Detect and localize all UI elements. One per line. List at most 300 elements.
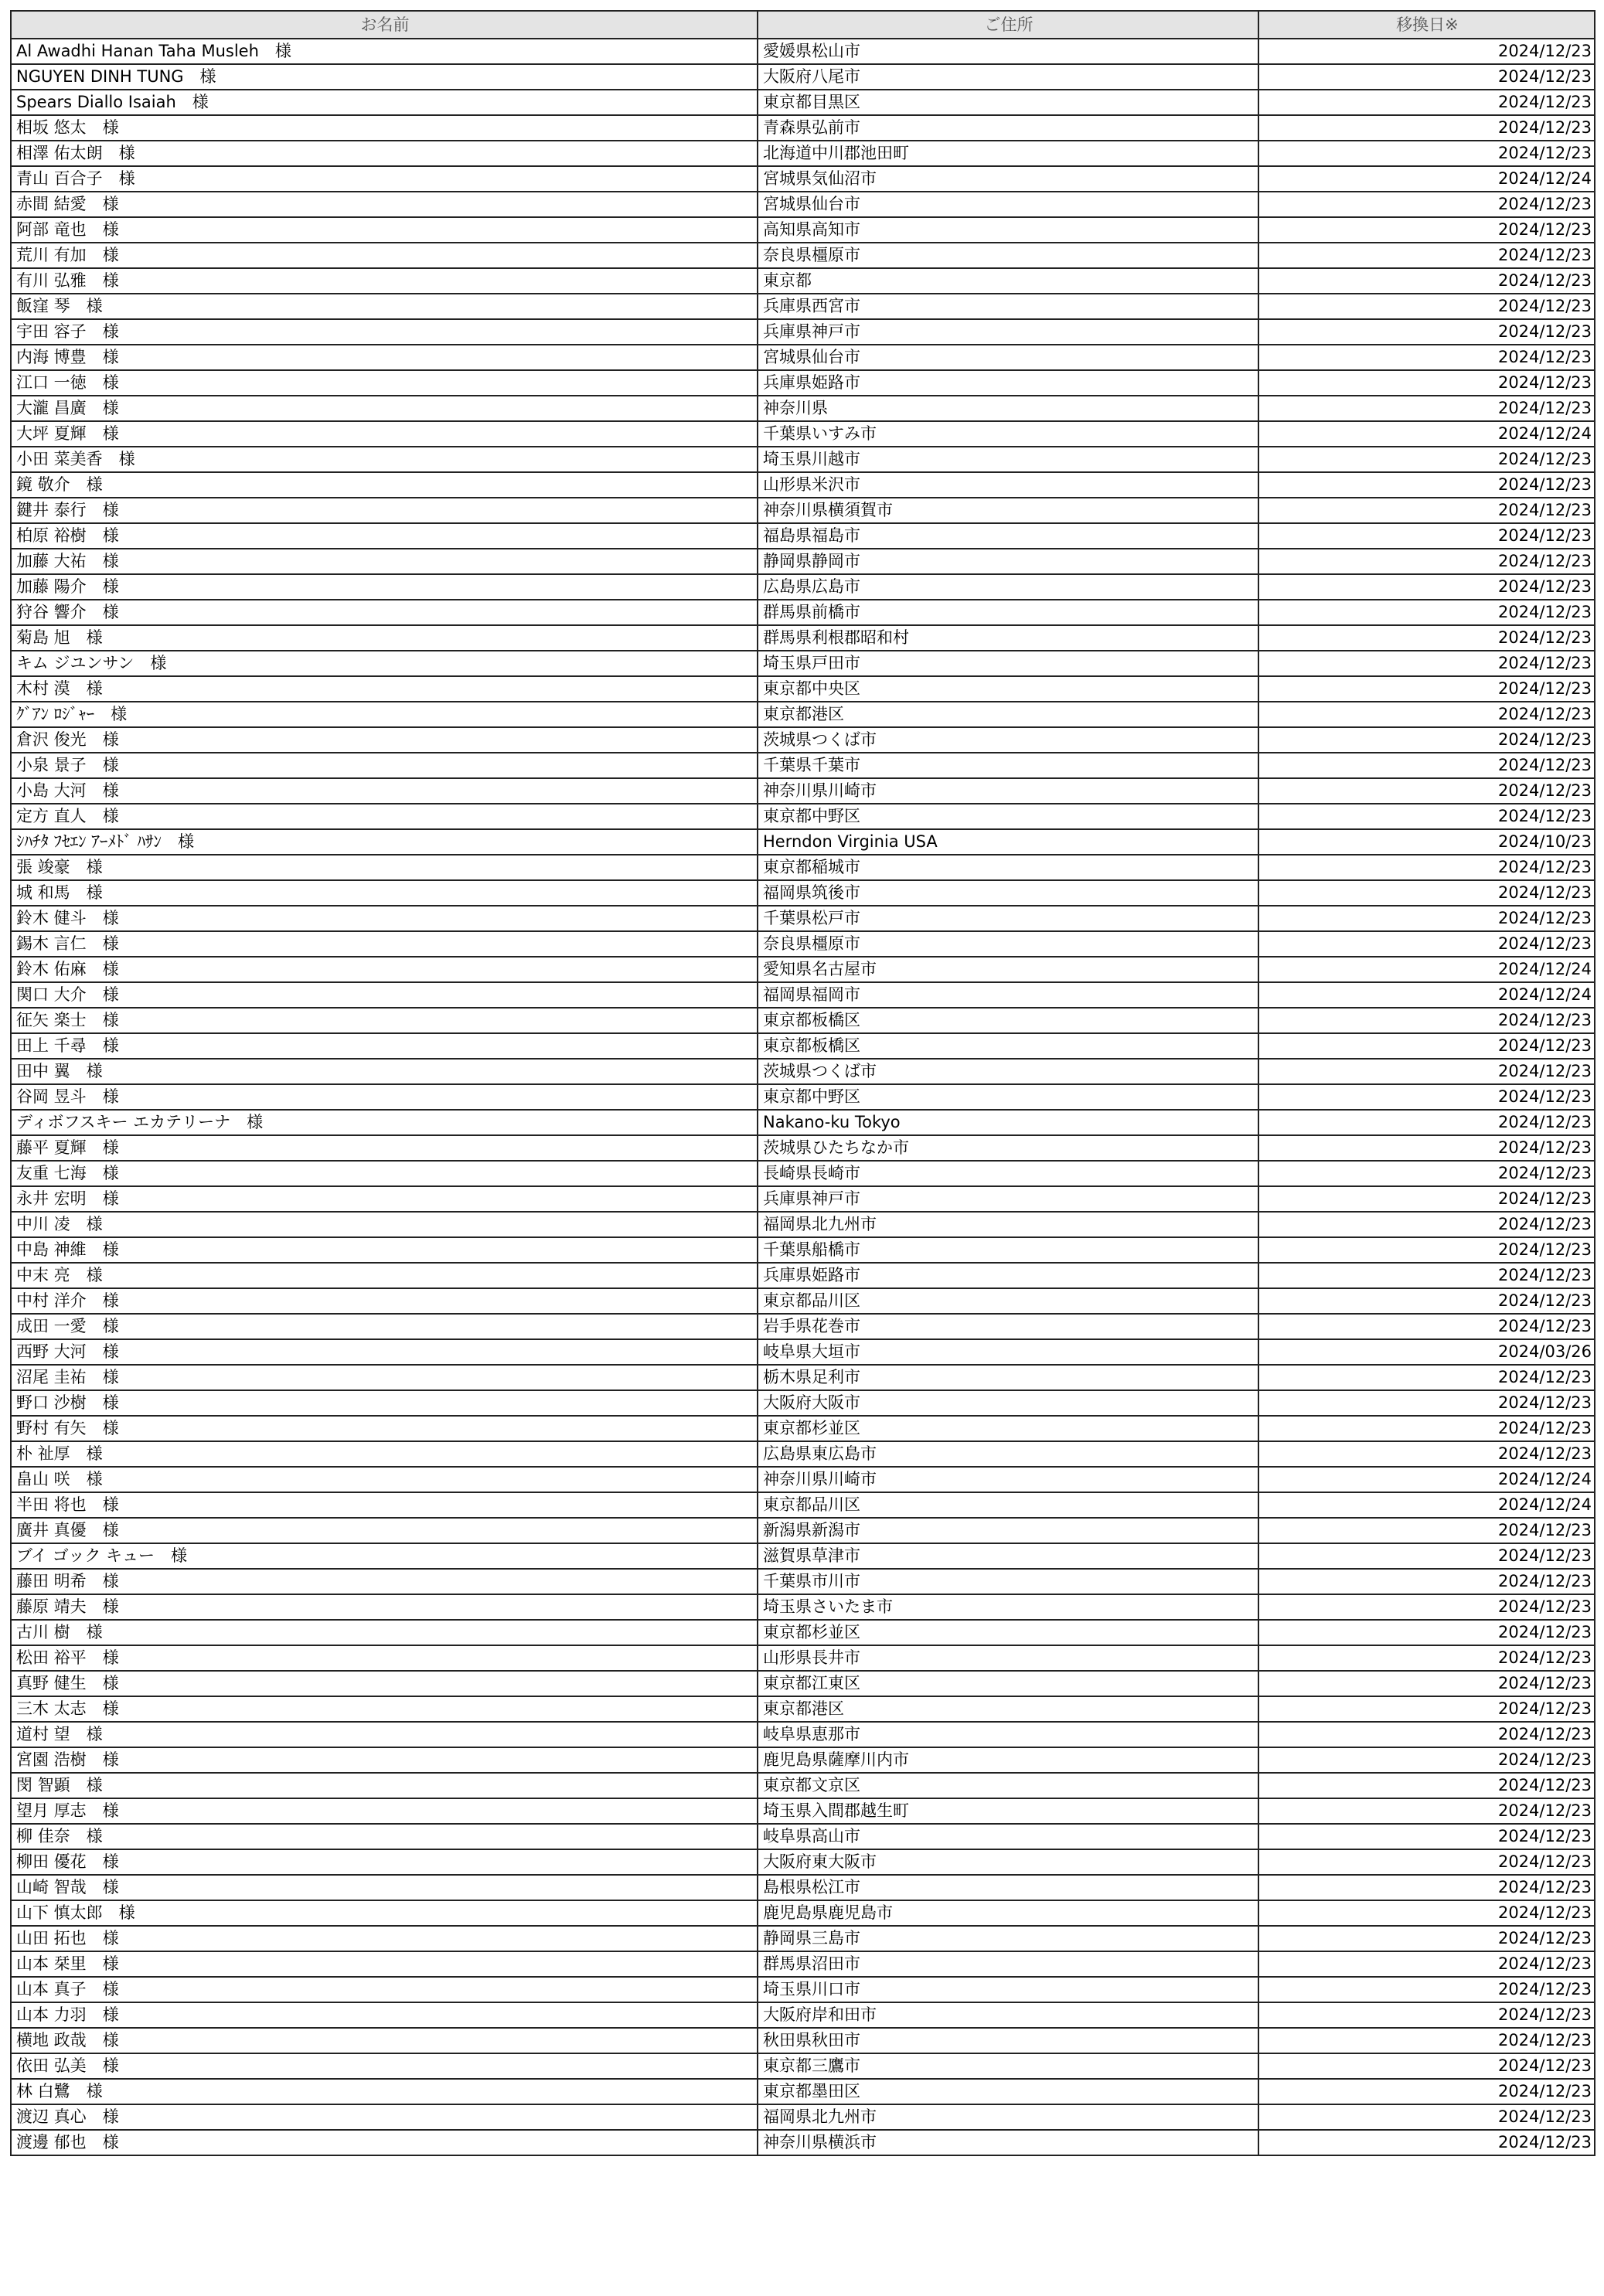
cell-name: 菊島 旭 様 <box>11 625 758 651</box>
cell-name: 山下 慎太郎 様 <box>11 1900 758 1926</box>
cell-name: 廣井 真優 様 <box>11 1518 758 1543</box>
table-row <box>11 1467 1595 1492</box>
table-row <box>11 1365 1595 1390</box>
cell-name: 征矢 楽士 様 <box>11 1008 758 1033</box>
table-row <box>11 1288 1595 1314</box>
cell-name: 荒川 有加 様 <box>11 243 758 268</box>
cell-name: 加藤 大祐 様 <box>11 549 758 574</box>
cell-address: 東京都港区 <box>758 1696 1258 1722</box>
table-row <box>11 676 1595 702</box>
cell-address: 群馬県沼田市 <box>758 1951 1258 1977</box>
cell-date: 2024/12/23 <box>1258 268 1595 294</box>
cell-name: 田上 千尋 様 <box>11 1033 758 1059</box>
cell-name: 柳田 優花 様 <box>11 1849 758 1875</box>
cell-date: 2024/12/23 <box>1258 39 1595 64</box>
cell-date: 2024/12/23 <box>1258 625 1595 651</box>
cell-name: 成田 一愛 様 <box>11 1314 758 1339</box>
cell-address: 大阪府岸和田市 <box>758 2002 1258 2028</box>
cell-address: 高知県高知市 <box>758 217 1258 243</box>
cell-address: 千葉県千葉市 <box>758 753 1258 778</box>
cell-date: 2024/10/23 <box>1258 829 1595 855</box>
cell-name: 中村 洋介 様 <box>11 1288 758 1314</box>
table-row <box>11 1237 1595 1263</box>
cell-date: 2024/12/23 <box>1258 1288 1595 1314</box>
table-row <box>11 39 1595 64</box>
cell-address: 群馬県利根郡昭和村 <box>758 625 1258 651</box>
table-row <box>11 982 1595 1008</box>
cell-name: 中末 亮 様 <box>11 1263 758 1288</box>
table-row <box>11 294 1595 319</box>
table-row <box>11 2053 1595 2079</box>
table-row <box>11 192 1595 217</box>
cell-address: 福岡県北九州市 <box>758 2104 1258 2130</box>
table-row <box>11 2028 1595 2053</box>
cell-name: 鍵井 泰行 様 <box>11 498 758 523</box>
cell-name: 山崎 智哉 様 <box>11 1875 758 1900</box>
cell-date: 2024/12/23 <box>1258 1135 1595 1161</box>
cell-name: 山本 真子 様 <box>11 1977 758 2002</box>
cell-address: 東京都板橋区 <box>758 1008 1258 1033</box>
cell-date: 2024/12/23 <box>1258 396 1595 421</box>
cell-name: 野口 沙樹 様 <box>11 1390 758 1416</box>
cell-date: 2024/12/23 <box>1258 1594 1595 1620</box>
cell-address: 滋賀県草津市 <box>758 1543 1258 1569</box>
table-row <box>11 1875 1595 1900</box>
table-row <box>11 141 1595 166</box>
table-row <box>11 727 1595 753</box>
table-row <box>11 472 1595 498</box>
cell-address: 大阪府大阪市 <box>758 1390 1258 1416</box>
table-row <box>11 1569 1595 1594</box>
cell-name: 小島 大河 様 <box>11 778 758 804</box>
table-row <box>11 600 1595 625</box>
table-row <box>11 166 1595 192</box>
table-row <box>11 931 1595 957</box>
table-row <box>11 1798 1595 1824</box>
cell-name: 関口 大介 様 <box>11 982 758 1008</box>
table-row <box>11 1161 1595 1186</box>
cell-date: 2024/12/24 <box>1258 1467 1595 1492</box>
cell-address: 福岡県筑後市 <box>758 880 1258 906</box>
cell-date: 2024/12/23 <box>1258 1441 1595 1467</box>
cell-address: 千葉県いすみ市 <box>758 421 1258 447</box>
cell-date: 2024/12/23 <box>1258 1773 1595 1798</box>
cell-address: 東京都 <box>758 268 1258 294</box>
cell-address: 群馬県前橋市 <box>758 600 1258 625</box>
cell-name: 錫木 言仁 様 <box>11 931 758 957</box>
table-row <box>11 1263 1595 1288</box>
cell-date: 2024/12/23 <box>1258 90 1595 115</box>
cell-date: 2024/12/23 <box>1258 1161 1595 1186</box>
cell-address: 千葉県松戸市 <box>758 906 1258 931</box>
cell-name: 西野 大河 様 <box>11 1339 758 1365</box>
cell-name: 渡邊 郁也 様 <box>11 2130 758 2155</box>
cell-address: 新潟県新潟市 <box>758 1518 1258 1543</box>
table-row <box>11 1135 1595 1161</box>
table-row <box>11 1773 1595 1798</box>
cell-name: 鈴木 健斗 様 <box>11 906 758 931</box>
table-row <box>11 217 1595 243</box>
cell-date: 2024/12/23 <box>1258 370 1595 396</box>
table-row <box>11 906 1595 931</box>
table-row <box>11 1696 1595 1722</box>
table-row <box>11 1314 1595 1339</box>
table-row <box>11 855 1595 880</box>
cell-name: ｸﾞｱﾝ ﾛｼﾞｬｰ 様 <box>11 702 758 727</box>
table-row <box>11 957 1595 982</box>
cell-date: 2024/12/23 <box>1258 2002 1595 2028</box>
table-row <box>11 1492 1595 1518</box>
cell-date: 2024/12/23 <box>1258 2104 1595 2130</box>
table-row <box>11 1110 1595 1135</box>
cell-date: 2024/12/23 <box>1258 217 1595 243</box>
cell-address: 栃木県足利市 <box>758 1365 1258 1390</box>
cell-date: 2024/12/23 <box>1258 1314 1595 1339</box>
cell-address: 鹿児島県鹿児島市 <box>758 1900 1258 1926</box>
cell-name: NGUYEN DINH TUNG 様 <box>11 64 758 90</box>
cell-date: 2024/12/24 <box>1258 957 1595 982</box>
table-row <box>11 1594 1595 1620</box>
cell-address: 埼玉県入間郡越生町 <box>758 1798 1258 1824</box>
table-row <box>11 753 1595 778</box>
cell-date: 2024/12/23 <box>1258 2130 1595 2155</box>
cell-address: 東京都板橋区 <box>758 1033 1258 1059</box>
cell-name: 依田 弘美 様 <box>11 2053 758 2079</box>
cell-date: 2024/12/23 <box>1258 1186 1595 1212</box>
table-row <box>11 2079 1595 2104</box>
cell-name: 内海 博豊 様 <box>11 345 758 370</box>
cell-date: 2024/12/23 <box>1258 1416 1595 1441</box>
cell-name: 倉沢 俊光 様 <box>11 727 758 753</box>
cell-address: 東京都江東区 <box>758 1671 1258 1696</box>
cell-name: 中川 凌 様 <box>11 1212 758 1237</box>
cell-address: 愛媛県松山市 <box>758 39 1258 64</box>
cell-address: 茨城県ひたちなか市 <box>758 1135 1258 1161</box>
cell-name: 柳 佳奈 様 <box>11 1824 758 1849</box>
cell-date: 2024/12/23 <box>1258 804 1595 829</box>
cell-address: 千葉県船橋市 <box>758 1237 1258 1263</box>
cell-name: キム ジユンサン 様 <box>11 651 758 676</box>
cell-date: 2024/12/23 <box>1258 115 1595 141</box>
cell-date: 2024/12/23 <box>1258 1365 1595 1390</box>
table-row <box>11 1747 1595 1773</box>
cell-address: 山形県長井市 <box>758 1645 1258 1671</box>
cell-address: 東京都墨田区 <box>758 2079 1258 2104</box>
cell-date: 2024/12/23 <box>1258 1569 1595 1594</box>
cell-name: 藤原 靖夫 様 <box>11 1594 758 1620</box>
cell-name: 有川 弘雅 様 <box>11 268 758 294</box>
cell-date: 2024/12/23 <box>1258 64 1595 90</box>
cell-date: 2024/12/23 <box>1258 2079 1595 2104</box>
cell-address: 神奈川県川崎市 <box>758 778 1258 804</box>
cell-date: 2024/12/23 <box>1258 855 1595 880</box>
cell-date: 2024/12/23 <box>1258 1671 1595 1696</box>
cell-address: 茨城県つくば市 <box>758 727 1258 753</box>
table-row <box>11 2130 1595 2155</box>
cell-address: 神奈川県横浜市 <box>758 2130 1258 2155</box>
cell-address: 神奈川県横須賀市 <box>758 498 1258 523</box>
cell-address: 福岡県福岡市 <box>758 982 1258 1008</box>
table-row <box>11 345 1595 370</box>
header-date: 移換日※ <box>1258 11 1595 39</box>
header-address: ご住所 <box>758 11 1258 39</box>
table-row <box>11 268 1595 294</box>
table-row <box>11 498 1595 523</box>
table-row <box>11 1951 1595 1977</box>
cell-address: 埼玉県戸田市 <box>758 651 1258 676</box>
cell-address: 神奈川県川崎市 <box>758 1467 1258 1492</box>
table-row <box>11 1212 1595 1237</box>
cell-date: 2024/12/23 <box>1258 1849 1595 1875</box>
cell-address: 東京都杉並区 <box>758 1620 1258 1645</box>
cell-date: 2024/12/23 <box>1258 243 1595 268</box>
table-row <box>11 1008 1595 1033</box>
header-row <box>11 11 1595 39</box>
cell-date: 2024/12/23 <box>1258 549 1595 574</box>
cell-date: 2024/12/23 <box>1258 1059 1595 1084</box>
cell-name: 畠山 咲 様 <box>11 1467 758 1492</box>
cell-address: 奈良県橿原市 <box>758 931 1258 957</box>
cell-name: 閔 智顕 様 <box>11 1773 758 1798</box>
table-row <box>11 1390 1595 1416</box>
cell-date: 2024/12/23 <box>1258 753 1595 778</box>
cell-name: 横地 政哉 様 <box>11 2028 758 2053</box>
cell-name: 相坂 悠太 様 <box>11 115 758 141</box>
cell-address: 広島県広島市 <box>758 574 1258 600</box>
cell-date: 2024/12/23 <box>1258 141 1595 166</box>
cell-name: 半田 将也 様 <box>11 1492 758 1518</box>
cell-date: 2024/12/23 <box>1258 1033 1595 1059</box>
cell-address: 兵庫県姫路市 <box>758 1263 1258 1288</box>
cell-address: 千葉県市川市 <box>758 1569 1258 1594</box>
cell-name: 狩谷 響介 様 <box>11 600 758 625</box>
cell-address: 東京都中野区 <box>758 1084 1258 1110</box>
cell-name: ディボフスキー エカテリーナ 様 <box>11 1110 758 1135</box>
cell-name: 柏原 裕樹 様 <box>11 523 758 549</box>
cell-address: 山形県米沢市 <box>758 472 1258 498</box>
cell-date: 2024/12/23 <box>1258 778 1595 804</box>
cell-address: 埼玉県さいたま市 <box>758 1594 1258 1620</box>
cell-address: 埼玉県川口市 <box>758 1977 1258 2002</box>
cell-address: 大阪府八尾市 <box>758 64 1258 90</box>
cell-name: 田中 翼 様 <box>11 1059 758 1084</box>
cell-name: 道村 望 様 <box>11 1722 758 1747</box>
cell-address: Nakano-ku Tokyo <box>758 1110 1258 1135</box>
cell-date: 2024/12/23 <box>1258 447 1595 472</box>
cell-address: 東京都品川区 <box>758 1492 1258 1518</box>
cell-name: 鏡 敬介 様 <box>11 472 758 498</box>
table-row <box>11 1416 1595 1441</box>
cell-name: 加藤 陽介 様 <box>11 574 758 600</box>
cell-address: 大阪府東大阪市 <box>758 1849 1258 1875</box>
table-row <box>11 90 1595 115</box>
table-row <box>11 651 1595 676</box>
cell-date: 2024/12/23 <box>1258 472 1595 498</box>
cell-address: 兵庫県西宮市 <box>758 294 1258 319</box>
cell-date: 2024/12/23 <box>1258 1645 1595 1671</box>
table-row <box>11 1033 1595 1059</box>
cell-date: 2024/12/23 <box>1258 1084 1595 1110</box>
cell-date: 2024/12/23 <box>1258 931 1595 957</box>
cell-date: 2024/03/26 <box>1258 1339 1595 1365</box>
cell-name: 相澤 佑太朗 様 <box>11 141 758 166</box>
cell-date: 2024/12/23 <box>1258 1008 1595 1033</box>
cell-name: ブイ ゴック キュー 様 <box>11 1543 758 1569</box>
table-row <box>11 1926 1595 1951</box>
cell-name: 山田 拓也 様 <box>11 1926 758 1951</box>
cell-date: 2024/12/24 <box>1258 1492 1595 1518</box>
table-row <box>11 1186 1595 1212</box>
cell-date: 2024/12/23 <box>1258 1798 1595 1824</box>
cell-address: 鹿児島県薩摩川内市 <box>758 1747 1258 1773</box>
cell-address: 秋田県秋田市 <box>758 2028 1258 2053</box>
table-row <box>11 2002 1595 2028</box>
cell-date: 2024/12/23 <box>1258 1926 1595 1951</box>
cell-name: 藤平 夏輝 様 <box>11 1135 758 1161</box>
cell-date: 2024/12/23 <box>1258 1620 1595 1645</box>
cell-date: 2024/12/23 <box>1258 600 1595 625</box>
cell-date: 2024/12/23 <box>1258 1696 1595 1722</box>
cell-name: 友重 七海 様 <box>11 1161 758 1186</box>
cell-name: 赤間 結愛 様 <box>11 192 758 217</box>
cell-date: 2024/12/24 <box>1258 421 1595 447</box>
cell-name: 飯窪 琴 様 <box>11 294 758 319</box>
cell-address: 宮城県仙台市 <box>758 345 1258 370</box>
cell-name: 木村 漠 様 <box>11 676 758 702</box>
cell-date: 2024/12/23 <box>1258 1543 1595 1569</box>
cell-date: 2024/12/23 <box>1258 1951 1595 1977</box>
cell-date: 2024/12/23 <box>1258 906 1595 931</box>
cell-address: 長崎県長崎市 <box>758 1161 1258 1186</box>
cell-date: 2024/12/24 <box>1258 166 1595 192</box>
table-row <box>11 574 1595 600</box>
cell-date: 2024/12/23 <box>1258 727 1595 753</box>
table-row <box>11 1824 1595 1849</box>
cell-date: 2024/12/23 <box>1258 1263 1595 1288</box>
cell-name: 城 和馬 様 <box>11 880 758 906</box>
cell-address: 東京都中野区 <box>758 804 1258 829</box>
table-row <box>11 1977 1595 2002</box>
cell-name: 江口 一徳 様 <box>11 370 758 396</box>
cell-name: 大瀧 昌廣 様 <box>11 396 758 421</box>
table-row <box>11 447 1595 472</box>
cell-address: 東京都港区 <box>758 702 1258 727</box>
cell-address: 東京都稲城市 <box>758 855 1258 880</box>
table-row <box>11 1543 1595 1569</box>
cell-address: 岩手県花巻市 <box>758 1314 1258 1339</box>
cell-date: 2024/12/23 <box>1258 294 1595 319</box>
cell-address: 兵庫県姫路市 <box>758 370 1258 396</box>
cell-date: 2024/12/23 <box>1258 1518 1595 1543</box>
cell-date: 2024/12/23 <box>1258 651 1595 676</box>
cell-name: 藤田 明希 様 <box>11 1569 758 1594</box>
cell-date: 2024/12/23 <box>1258 1110 1595 1135</box>
table-row <box>11 523 1595 549</box>
table-row <box>11 1059 1595 1084</box>
cell-address: 茨城県つくば市 <box>758 1059 1258 1084</box>
cell-name: 張 竣豪 様 <box>11 855 758 880</box>
table-row <box>11 1620 1595 1645</box>
table-row <box>11 1441 1595 1467</box>
cell-date: 2024/12/23 <box>1258 2028 1595 2053</box>
cell-address: 青森県弘前市 <box>758 115 1258 141</box>
cell-address: Herndon Virginia USA <box>758 829 1258 855</box>
cell-date: 2024/12/23 <box>1258 345 1595 370</box>
cell-date: 2024/12/23 <box>1258 1747 1595 1773</box>
table-row <box>11 778 1595 804</box>
table-row <box>11 549 1595 574</box>
cell-date: 2024/12/23 <box>1258 2053 1595 2079</box>
cell-address: 東京都中央区 <box>758 676 1258 702</box>
cell-name: 小田 菜美香 様 <box>11 447 758 472</box>
cell-address: 福岡県北九州市 <box>758 1212 1258 1237</box>
table-row <box>11 1084 1595 1110</box>
table-row <box>11 1900 1595 1926</box>
cell-name: 山本 力羽 様 <box>11 2002 758 2028</box>
cell-date: 2024/12/23 <box>1258 1212 1595 1237</box>
table-row <box>11 1722 1595 1747</box>
cell-address: 宮城県気仙沼市 <box>758 166 1258 192</box>
cell-date: 2024/12/23 <box>1258 702 1595 727</box>
cell-name: 林 白鷺 様 <box>11 2079 758 2104</box>
table-row <box>11 243 1595 268</box>
cell-address: 島根県松江市 <box>758 1875 1258 1900</box>
cell-name: 古川 樹 様 <box>11 1620 758 1645</box>
cell-name: 野村 有矢 様 <box>11 1416 758 1441</box>
cell-address: 広島県東広島市 <box>758 1441 1258 1467</box>
table-row <box>11 1518 1595 1543</box>
cell-date: 2024/12/23 <box>1258 1237 1595 1263</box>
table-row <box>11 880 1595 906</box>
transfer-list-table <box>10 10 1595 2156</box>
cell-date: 2024/12/23 <box>1258 574 1595 600</box>
table-row <box>11 1671 1595 1696</box>
cell-date: 2024/12/23 <box>1258 1875 1595 1900</box>
cell-date: 2024/12/23 <box>1258 1977 1595 2002</box>
cell-name: 青山 百合子 様 <box>11 166 758 192</box>
table-row <box>11 702 1595 727</box>
cell-address: 静岡県静岡市 <box>758 549 1258 574</box>
cell-name: Spears Diallo Isaiah 様 <box>11 90 758 115</box>
cell-address: 東京都品川区 <box>758 1288 1258 1314</box>
cell-date: 2024/12/23 <box>1258 498 1595 523</box>
cell-name: 鈴木 佑麻 様 <box>11 957 758 982</box>
table-row <box>11 421 1595 447</box>
table-row <box>11 1849 1595 1875</box>
table-row <box>11 1645 1595 1671</box>
cell-name: 中島 神維 様 <box>11 1237 758 1263</box>
cell-address: 静岡県三島市 <box>758 1926 1258 1951</box>
cell-date: 2024/12/23 <box>1258 1824 1595 1849</box>
table-row <box>11 115 1595 141</box>
cell-name: 小泉 景子 様 <box>11 753 758 778</box>
cell-name: ｼﾊﾁﾀ ﾌｾｴﾝ ｱｰﾒﾄﾞ ﾊｻﾝ 様 <box>11 829 758 855</box>
cell-date: 2024/12/23 <box>1258 1900 1595 1926</box>
cell-name: 真野 健生 様 <box>11 1671 758 1696</box>
cell-address: 兵庫県神戸市 <box>758 1186 1258 1212</box>
cell-name: 谷岡 昱斗 様 <box>11 1084 758 1110</box>
cell-date: 2024/12/24 <box>1258 982 1595 1008</box>
cell-address: 奈良県橿原市 <box>758 243 1258 268</box>
cell-name: 阿部 竜也 様 <box>11 217 758 243</box>
cell-name: 朴 祉厚 様 <box>11 1441 758 1467</box>
cell-address: 埼玉県川越市 <box>758 447 1258 472</box>
cell-address: 兵庫県神戸市 <box>758 319 1258 345</box>
cell-address: 東京都三鷹市 <box>758 2053 1258 2079</box>
table-row <box>11 2104 1595 2130</box>
cell-name: 大坪 夏輝 様 <box>11 421 758 447</box>
cell-address: 東京都文京区 <box>758 1773 1258 1798</box>
